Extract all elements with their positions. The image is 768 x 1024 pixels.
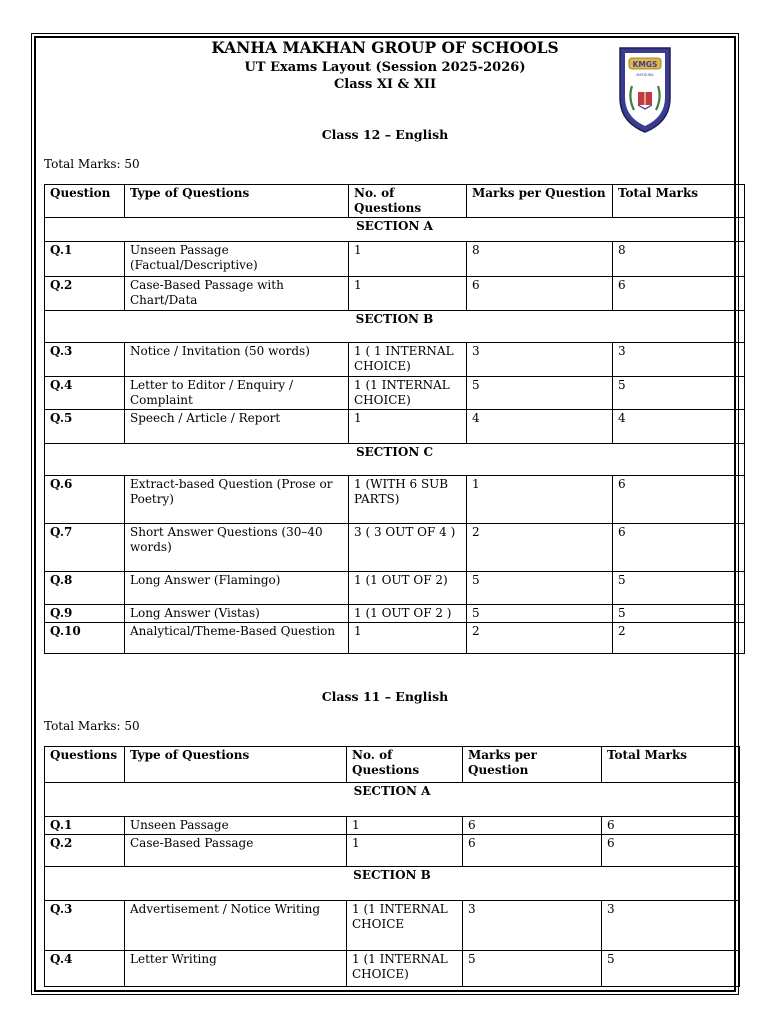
num-cell: 1 (1 INTERNAL CHOICE (347, 901, 463, 951)
class12-total-marks: Total Marks: 50 (44, 157, 140, 171)
num-cell: 3 ( 3 OUT OF 4 ) (349, 524, 467, 572)
section-row (45, 311, 745, 343)
table-row (45, 476, 745, 524)
type-cell: Letter to Editor / Enquiry / Complaint (125, 377, 349, 410)
section-label: SECTION A (45, 783, 740, 817)
class12-marks-table (44, 184, 745, 654)
total-cell: 6 (613, 277, 745, 311)
type-cell: Long Answer (Vistas) (125, 605, 349, 623)
table-row (45, 343, 745, 377)
table-header-row (45, 185, 745, 218)
marks-cell: 8 (467, 242, 613, 277)
num-cell: 1 ( 1 INTERNAL CHOICE) (349, 343, 467, 377)
header-cell: Marks per Question (463, 747, 602, 783)
type-cell: Case-Based Passage with Chart/Data (125, 277, 349, 311)
num-cell: 1 (1 INTERNAL CHOICE) (349, 377, 467, 410)
logo-subtext: MATHURA (636, 73, 654, 77)
header-cell: Total Marks (613, 185, 745, 218)
table-row (45, 524, 745, 572)
type-cell: Advertisement / Notice Writing (125, 901, 347, 951)
header-cell: Type of Questions (125, 185, 349, 218)
table-row (45, 605, 745, 623)
marks-cell: 6 (463, 817, 602, 835)
question-cell: Q.4 (45, 951, 125, 987)
type-cell: Long Answer (Flamingo) (125, 572, 349, 605)
table-row (45, 623, 745, 654)
total-cell: 6 (613, 476, 745, 524)
question-cell: Q.1 (45, 817, 125, 835)
type-cell: Case-Based Passage (125, 835, 347, 867)
num-cell: 1 (349, 277, 467, 311)
marks-cell: 3 (463, 901, 602, 951)
type-cell: Extract-based Question (Prose or Poetry) (125, 476, 349, 524)
class-range: Class XI & XII (333, 77, 437, 92)
type-cell: Analytical/Theme-Based Question (125, 623, 349, 654)
section-label: SECTION B (45, 867, 740, 901)
question-cell: Q.5 (45, 410, 125, 444)
num-cell: 1 (349, 623, 467, 654)
total-cell: 6 (602, 835, 740, 867)
total-cell: 5 (602, 951, 740, 987)
header-cell: Total Marks (602, 747, 740, 783)
layout-title: UT Exams Layout (Session 2025-2026) (244, 60, 526, 75)
question-cell: Q.3 (45, 343, 125, 377)
total-cell: 6 (613, 524, 745, 572)
header-cell: No. of Questions (347, 747, 463, 783)
question-cell: Q.10 (45, 623, 125, 654)
section-label: SECTION C (45, 444, 745, 476)
question-cell: Q.3 (45, 901, 125, 951)
section-label: SECTION B (45, 311, 745, 343)
table-row (45, 410, 745, 444)
marks-cell: 5 (467, 572, 613, 605)
question-cell: Q.4 (45, 377, 125, 410)
type-cell: Short Answer Questions (30–40 words) (125, 524, 349, 572)
logo-text: KMGS (632, 60, 658, 69)
marks-cell: 5 (467, 605, 613, 623)
total-cell: 5 (613, 572, 745, 605)
question-cell: Q.6 (45, 476, 125, 524)
type-cell: Speech / Article / Report (125, 410, 349, 444)
question-cell: Q.2 (45, 835, 125, 867)
table-row (45, 572, 745, 605)
marks-cell: 6 (463, 835, 602, 867)
num-cell: 1 (347, 835, 463, 867)
num-cell: 1 (349, 242, 467, 277)
question-cell: Q.8 (45, 572, 125, 605)
table-header-row (45, 747, 740, 783)
question-cell: Q.9 (45, 605, 125, 623)
section-row (45, 867, 740, 901)
marks-cell: 4 (467, 410, 613, 444)
marks-cell: 5 (467, 377, 613, 410)
class12-title: Class 12 – English (321, 127, 449, 142)
header-cell: Type of Questions (125, 747, 347, 783)
table-row (45, 242, 745, 277)
marks-cell: 5 (463, 951, 602, 987)
total-cell: 8 (613, 242, 745, 277)
num-cell: 1 (1 INTERNAL CHOICE) (347, 951, 463, 987)
section-row (45, 783, 740, 817)
header-cell: No. of Questions (349, 185, 467, 218)
table-row (45, 901, 740, 951)
table-row (45, 835, 740, 867)
marks-cell: 1 (467, 476, 613, 524)
type-cell: Notice / Invitation (50 words) (125, 343, 349, 377)
section-label: SECTION A (45, 218, 745, 242)
type-cell: Unseen Passage (125, 817, 347, 835)
question-cell: Q.2 (45, 277, 125, 311)
header-cell: Questions (45, 747, 125, 783)
type-cell: Letter Writing (125, 951, 347, 987)
table-row (45, 277, 745, 311)
num-cell: 1 (1 OUT OF 2 ) (349, 605, 467, 623)
num-cell: 1 (347, 817, 463, 835)
total-cell: 3 (613, 343, 745, 377)
class11-title: Class 11 – English (321, 689, 449, 704)
marks-cell: 2 (467, 524, 613, 572)
table-row (45, 951, 740, 987)
question-cell: Q.1 (45, 242, 125, 277)
num-cell: 1 (1 OUT OF 2) (349, 572, 467, 605)
table-row (45, 377, 745, 410)
type-cell: Unseen Passage (Factual/Descriptive) (125, 242, 349, 277)
header-cell: Question (45, 185, 125, 218)
marks-cell: 3 (467, 343, 613, 377)
num-cell: 1 (349, 410, 467, 444)
total-cell: 5 (613, 605, 745, 623)
question-cell: Q.7 (45, 524, 125, 572)
class11-total-marks: Total Marks: 50 (44, 719, 140, 733)
school-logo-icon (616, 42, 674, 134)
marks-cell: 6 (467, 277, 613, 311)
total-cell: 3 (602, 901, 740, 951)
marks-cell: 2 (467, 623, 613, 654)
section-row (45, 218, 745, 242)
header-cell: Marks per Question (467, 185, 613, 218)
section-row (45, 444, 745, 476)
school-name: KANHA MAKHAN GROUP OF SCHOOLS (211, 38, 559, 57)
total-cell: 4 (613, 410, 745, 444)
num-cell: 1 (WITH 6 SUB PARTS) (349, 476, 467, 524)
total-cell: 2 (613, 623, 745, 654)
total-cell: 5 (613, 377, 745, 410)
total-cell: 6 (602, 817, 740, 835)
table-row (45, 817, 740, 835)
class11-marks-table (44, 746, 740, 987)
